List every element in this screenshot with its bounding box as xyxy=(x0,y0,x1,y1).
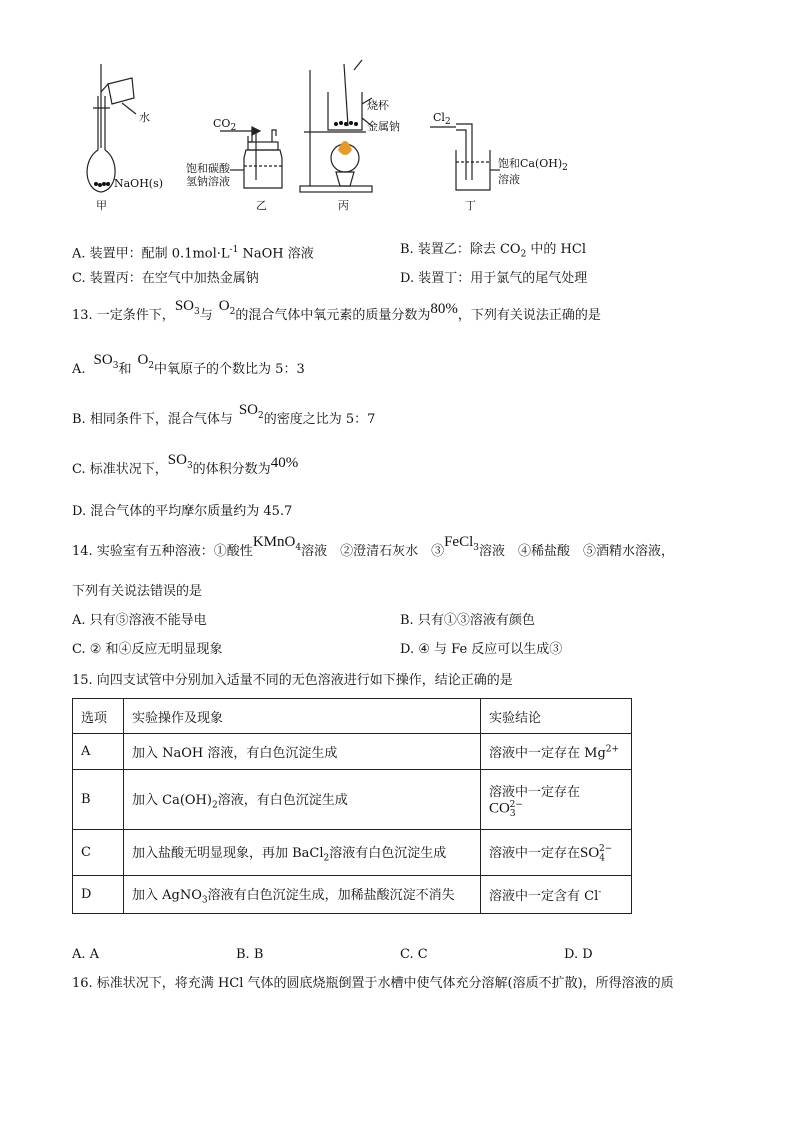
q13-option-b: B. 相同条件下，混合气体与$SO_2$的密度之比为 5：7 xyxy=(72,402,376,427)
q12-option-a: A. 装置甲：配制 $0.1mol\cdot L^{-1}$ NaOH 溶液 xyxy=(72,245,314,262)
row-conclusion: 溶液中一定存在 $CO_3^{2-}$ xyxy=(481,770,632,830)
q14-option-a: A. 只有⑤溶液不能导电 xyxy=(72,613,207,628)
row-operation: 加入 AgNO$_3$溶液有白色沉淀生成，加稀盐酸沉淀不消失 xyxy=(124,876,481,914)
row-operation: 加入 $Ca(OH)_2$溶液，有白色沉淀生成 xyxy=(124,770,481,830)
sodium-label: 金属钠 xyxy=(367,120,400,133)
water-label: 水 xyxy=(139,111,150,124)
cl2-label: $Cl_2$ xyxy=(433,111,451,128)
caoh-label-2: 溶液 xyxy=(498,173,520,186)
caoh-label-1: 饱和$Ca(OH)_2$ xyxy=(498,157,568,174)
q13-option-a: $A.SO_3$和$O_2$中氧原子的个数比为 5：3 xyxy=(72,352,305,377)
q12-option-b: B. 装置乙：除去 $CO_2$ 中的 HCl xyxy=(400,242,587,260)
q12-option-d: D. 装置丁：用于氯气的尾气处理 xyxy=(400,271,588,286)
q14-stem-line1: 14. 实验室有五种溶液：①酸性KMnO$_4$溶液 ②澄清石灰水 ③FeCl$_3$溶液 ④稀盐酸 ⑤酒精水溶液， xyxy=(72,534,675,559)
sat-nahco3-label-2: 氢钠溶液 xyxy=(186,175,230,188)
sat-nahco3-label-1: 饱和碳酸 xyxy=(186,162,230,175)
q15-table xyxy=(72,698,632,914)
row-operation: 加入盐酸无明显现象，再加 BaCl$_2$溶液有白色沉淀生成 xyxy=(124,830,481,876)
q16-stem: 16. 标准状况下，将充满 HCl 气体的圆底烧瓶倒置于水槽中使气体充分溶解(溶质不扩散)，所得溶液的质 xyxy=(72,976,674,991)
table-row xyxy=(73,830,632,876)
co2-label: $CO_2$ xyxy=(213,117,237,134)
q15-stem: 15. 向四支试管中分别加入适量不同的无色溶液进行如下操作，结论正确的是 xyxy=(72,673,513,688)
caption-ding: 丁 xyxy=(465,199,476,212)
q15-answer-d: D. D xyxy=(564,947,593,962)
row-option: C xyxy=(73,830,124,876)
table-row xyxy=(73,876,632,914)
header-option: 选项 xyxy=(73,699,124,734)
row-conclusion: 溶液中一定含有 Cl- xyxy=(481,876,632,914)
row-option: D xyxy=(73,876,124,914)
q15-answer-c: C. C xyxy=(400,947,428,962)
caption-bing: 丙 xyxy=(338,199,349,212)
q12-option-c: C. 装置丙：在空气中加热金属钠 xyxy=(72,271,259,286)
table-row xyxy=(73,770,632,830)
q14-stem-line2: 下列有关说法错误的是 xyxy=(72,584,203,599)
naoh-label: NaOH(s) xyxy=(114,177,164,190)
table-header-row xyxy=(73,699,632,734)
q15-answer-a: A. A xyxy=(72,947,100,962)
q13-option-c: C. 标准状况下，$SO_3$的体积分数为40% xyxy=(72,452,299,477)
q14-option-d: D. ④ 与 Fe 反应可以生成③ xyxy=(400,642,563,657)
caption-jia: 甲 xyxy=(96,199,107,212)
table-row xyxy=(73,734,632,770)
apparatus-ding xyxy=(0,0,800,220)
row-conclusion: 溶液中一定存在 $Mg^{2+}$ xyxy=(481,734,632,770)
q13-option-d: D. 混合气体的平均摩尔质量约为 45.7 xyxy=(72,504,293,519)
q13-stem: 13. 一定条件下，$SO_3$与$O_2$的混合气体中氧元素的质量分数为80%，下列有关说法正确的是 xyxy=(72,298,601,323)
q14-option-b: B. 只有①③溶液有颜色 xyxy=(400,613,535,628)
row-conclusion: 溶液中一定存在$SO_4^{2-}$ xyxy=(481,830,632,876)
header-conclusion: 实验结论 xyxy=(481,699,632,734)
q15-answer-b: B. B xyxy=(236,947,264,962)
caption-yi: 乙 xyxy=(256,199,267,212)
row-option: B xyxy=(73,770,124,830)
header-operation: 实验操作及现象 xyxy=(124,699,481,734)
beaker-label: 烧杯 xyxy=(367,99,389,112)
row-option: A xyxy=(73,734,124,770)
row-operation: 加入 NaOH 溶液，有白色沉淀生成 xyxy=(124,734,481,770)
q14-option-c: C. ② 和④反应无明显现象 xyxy=(72,642,223,657)
